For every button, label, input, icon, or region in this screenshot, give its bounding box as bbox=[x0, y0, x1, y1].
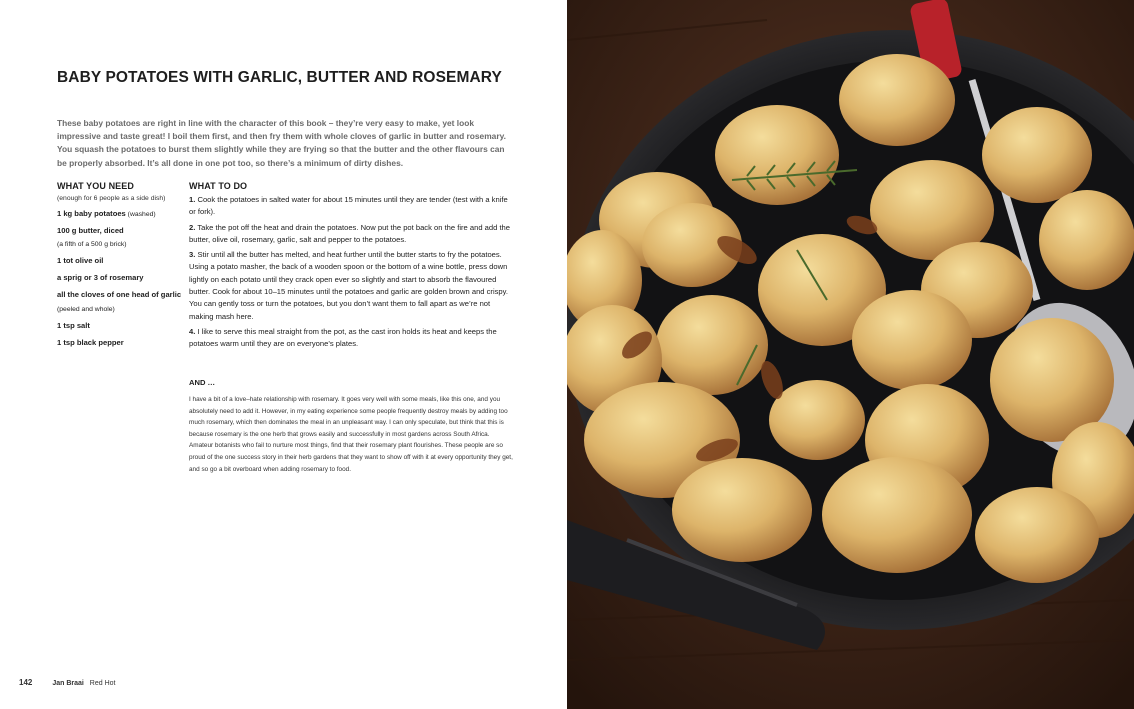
ingredient-item: all the cloves of one head of garlic (peeled and whole) bbox=[57, 290, 182, 313]
potato-pan-photo bbox=[567, 0, 1134, 709]
ingredient-item: 1 kg baby potatoes (washed) bbox=[57, 209, 156, 218]
food-photo-illustration bbox=[567, 0, 1134, 709]
serving-note: (enough for 6 people as a side dish) bbox=[57, 195, 166, 202]
method-step: 1. Cook the potatoes in salted water for about 15 minutes until they are tender (test with a knife or fork). bbox=[189, 195, 508, 217]
and-heading: AND … bbox=[189, 378, 216, 387]
method-step: 2. Take the pot off the heat and drain the potatoes. Now put the pot back on the fire and add the butter, olive oil, rosemary, garlic, salt and pepper to the potatoes. bbox=[189, 222, 511, 244]
footer-book-title: Red Hot bbox=[89, 680, 116, 687]
footer-author: Jan Braai bbox=[52, 680, 84, 687]
ingredient-item: a sprig or 3 of rosemary bbox=[57, 273, 144, 282]
ingredients-column bbox=[57, 181, 185, 350]
method-heading: WHAT TO DO bbox=[189, 181, 248, 191]
recipe-title: BABY POTATOES WITH GARLIC, BUTTER AND ROSEMARY bbox=[57, 69, 502, 86]
ingredient-item: 100 g butter, diced (a fifth of a 500 g brick) bbox=[57, 226, 127, 248]
method-step: 4. I like to serve this meal straight from the pot, as the cast iron holds its heat and keeps the potatoes warm until they are on everyone’s plates. bbox=[189, 326, 497, 349]
method-step: 3. Stir until all the butter has melted, and heat further until the butter starts to fry the potatoes. Using a potato masher, the back of a wooden spoon or the bottom of a wine bottle, press down lightly on each potato until they crack open ever so slightly and start to absorb the flavoured butter. Cook for about 10–15 minutes until the potatoes and garlic are golden brown and crispy. You can gently toss or turn the potatoes, but you don’t want them to fall apart as we’re not making mash here. bbox=[189, 250, 508, 321]
method-column bbox=[189, 181, 513, 353]
ingredient-item: 1 tsp black pepper bbox=[57, 338, 124, 347]
ingredient-list bbox=[57, 207, 185, 350]
recipe-intro: These baby potatoes are right in line with the character of this book – they’re very easy to make, yet look impressive and taste great! I boil them first, and then fry them with whole cloves of garlic in butter and rosemary. You squash the potatoes to burst them slightly while they are frying so that the butter and the other flavours can be properly absorbed. It’s all done in one pot too, so there’s a minimum of dirty dishes. bbox=[57, 118, 506, 168]
ingredients-heading: WHAT YOU NEED bbox=[57, 181, 134, 191]
ingredient-item: 1 tot olive oil bbox=[57, 256, 104, 265]
and-text: I have a bit of a love–hate relationship with rosemary. It goes very well with some meals, like this one, and you absolutely need to add it. However, in my eating experience some people frequently destroy meals by adding too much rosemary, which then dominates the meal in an unpleasant way. I can only speculate, but think that this is because rosemary is the one herb that grows easily and successfully in most gardens across South Africa. Amateur botanists who fail to nurture most things, find that their rosemary plant flourishes. These people are so proud of the one success story in their herb gardens that they want to show off with it at every opportunity they get, and so go a bit overboard when adding rosemary to food. bbox=[189, 396, 513, 473]
page-number: 142 bbox=[19, 678, 33, 687]
ingredient-item: 1 tsp salt bbox=[57, 321, 90, 330]
page-footer bbox=[19, 678, 115, 687]
